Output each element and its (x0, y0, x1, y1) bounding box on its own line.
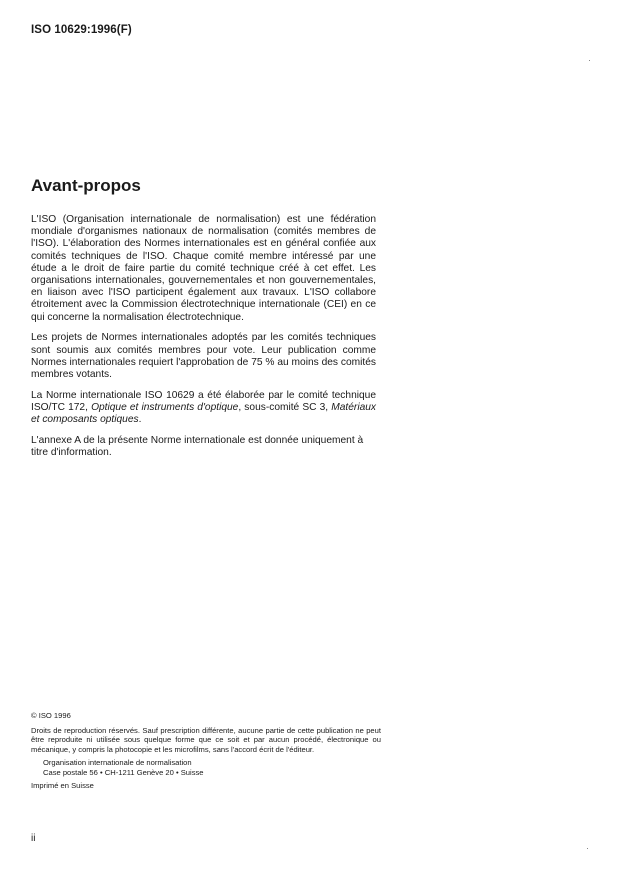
scan-speck (587, 848, 588, 849)
printed-in: Imprimé en Suisse (31, 781, 94, 791)
committee-text-before: La Norme internationale ISO 10629 a été élaborée par le comité technique ISO/TC 172, (31, 389, 376, 413)
subcommittee-name: Matériaux et composants optiques (31, 401, 377, 426)
paragraph-iso-overview: L'ISO (Organisation internationale de normalisation) est une fédération mondiale d'organismes nationaux de normalisation (comités membres de l'ISO). L'élaboration des Normes internationales est en général confiée aux comités techniques de l'ISO. Chaque comité membre intéressé par une étude a le droit de faire partie du comité technique créé à cet effet. Les organisations internationales, gouvernementales et non gouvernementales, en liaison avec l'ISO participent également aux travaux. L'ISO collabore étroitement avec la Commission électrotechnique internationale (CEI) en ce qui concerne la normalisation électrotechnique. (31, 214, 376, 323)
paragraph-committee (31, 390, 376, 427)
copyright-block (31, 711, 381, 791)
page-number: ii (31, 833, 36, 844)
paragraph-annex-note: L'annexe A de la présente Norme internationale est donnée uniquement à titre d'information. (31, 434, 364, 458)
publisher-address: Case postale 56 • CH-1211 Genève 20 • Suisse (43, 767, 204, 777)
section-title: Avant-propos (31, 176, 141, 195)
committee-text-after: . (138, 414, 142, 426)
paragraph-draft-approval: Les projets de Normes internationales adoptés par les comités techniques sont soumis aux comités membres pour vote. Leur publication comme Normes internationales requiert l'approbation de 75 % au moins des comités membres votants. (31, 332, 376, 380)
scan-speck (589, 60, 590, 61)
publisher-organisation: Organisation internationale de normalisation (43, 757, 192, 767)
document-header: ISO 10629:1996(F) (31, 24, 132, 36)
copyright-notice: © ISO 1996 (31, 711, 71, 720)
committee-name: Optique et instruments d'optique (91, 401, 239, 413)
copyright-rights: Droits de reproduction réservés. Sauf prescription différente, aucune partie de cette publication ne peut être reproduite ni utilisée sous quelque forme que ce soit et par aucun procédé, électronique ou mécanique, y compris la photocopie et les microfilms, sans l'accord écrit de l'éditeur. (31, 725, 381, 755)
foreword-body (31, 214, 376, 468)
committee-text-middle: , sous-comité SC 3, (238, 401, 332, 413)
